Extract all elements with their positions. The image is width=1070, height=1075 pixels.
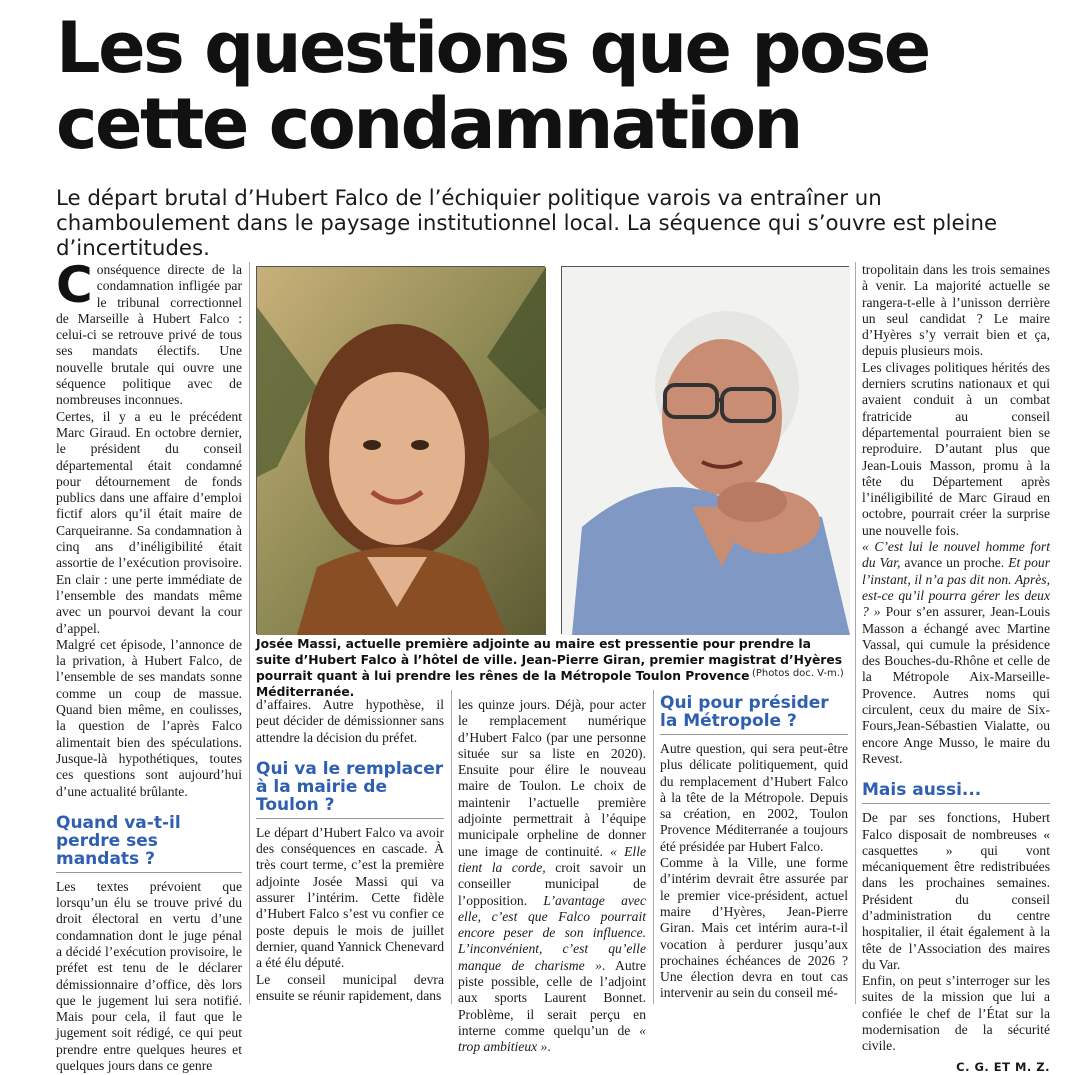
portrait-man-image xyxy=(562,267,850,635)
paragraph: Comme à la Ville, une forme d’intérim devrait être assurée par le premier vice-président, actuel maire d’Hyères, Jean-Pierre Giran. Mais cet intérim aura-t-il vocation à perdurer jusqu’aux prochaines échéances de 2026 ? Une élection devra en tout cas intervenir au sein du conseil mé- xyxy=(660,855,848,1001)
column-3 xyxy=(458,697,646,1056)
column-divider xyxy=(249,262,250,1004)
quote: Et pour l’instant, il n’a pas dit non. Après, est-ce qu’il pourra gérer les deux ? » xyxy=(862,555,1050,620)
headline-line-1: Les questions que pose xyxy=(56,7,929,89)
headline xyxy=(56,7,1056,165)
paragraph xyxy=(458,697,646,1056)
quote: L’avantage avec elle, c’est que Falco pourrait encore peser de son influence. L’inconvénient, c’est qu’elle manque de charisme » xyxy=(458,892,646,973)
paragraph xyxy=(862,539,1050,767)
text-run: Pour s’en assurer, Jean-Louis Masson a échangé avec Martine Vassal, qui cumule la présidence des Bouches-du-Rhône et celle de la Métropole Aix-Marseille-Provence. Autres noms qui circulent, ceux du maire de Six-Fours,Jean-Sébastien Vialatte, ou encore Ange Musso, le maire du Revest. xyxy=(862,604,1050,766)
text-run: les quinze jours. Déjà, pour acter le remplacement numérique d’Hubert Falco (par une personne située sur sa liste en 2020). Ensuite pour élire le nouveau maire de Toulon. Le choix de maintenir l’actuelle première adjointe permettrait à l’équipe municipale orpheline de donner une image de continuité. xyxy=(458,697,646,859)
column-divider xyxy=(855,262,856,1004)
paragraph: tropolitain dans les trois semaines à venir. La majorité actuelle se rangera-t-elle à l’unisson derrière un seul candidat ? Le maire d’Hyères s’y verrait bien et ça, depuis plusieurs mois. xyxy=(862,262,1050,359)
text-run: croit savoir un conseiller municipal de l’opposition. xyxy=(458,859,646,908)
portrait-woman-image xyxy=(257,267,546,635)
text-run: . xyxy=(547,1039,551,1055)
paragraph: Les clivages politiques hérités des derniers scrutins nationaux et qui avaient conduit à un combat fratricide au conseil départemental pourraient bien se reproduire. D’autant plus que Jean-Louis Masson, promu à la tête du Département après l’inéligibilité de Marc Giraud en octobre, pourrait créer la surprise une nouvelle fois. xyxy=(862,359,1050,538)
standfirst: Le départ brutal d’Hubert Falco de l’échiquier politique varois va entraîner un chamboulement dans le paysage institutionnel local. La séquence qui s’ouvre est pleine d’incertitudes. xyxy=(56,186,998,261)
photo-josee-massi xyxy=(256,266,545,634)
paragraph: Enfin, on peut s’interroger sur les suites de la mission que lui a confiée le chef de l’État sur la modernisation de la sécurité civile. xyxy=(862,973,1050,1054)
photo-credit: (Photos doc. V-m.) xyxy=(752,668,844,679)
paragraph: Certes, il y a eu le précédent Marc Giraud. En octobre dernier, le président du conseil départemental était condamné pour détournement de fonds publics dans une affaire d’emploi fictif alors qu’il était maire de Carqueiranne. Sa condamnation à cinq ans d’inéligibilité était assortie de l’exécution provisoire. En clair : une perte immédiate de l’ensemble des mandats même avec un pourvoi devant la cour d’appel. xyxy=(56,408,242,636)
subhead-metropole: Qui pour présider la Métropole ? xyxy=(660,694,848,735)
column-5 xyxy=(862,262,1050,1075)
lead-paragraph-text: onséquence directe de la condamnation infligée par le tribunal correctionnel de Marseille à Hubert Falco : celui-ci se retrouve privé de tous ses mandats électifs. Une nouvelle brutale qui ouvre une séquence politique avec de nombreuses inconnues. xyxy=(56,262,242,408)
paragraph: d’affaires. Autre hypothèse, il peut décider de démissionner sans attendre la décision du préfet. xyxy=(256,697,444,745)
paragraph: Le conseil municipal devra ensuite se réunir rapidement, dans xyxy=(256,971,444,1003)
paragraph: De par ses fonctions, Hubert Falco disposait de nombreuses « casquettes » qui vont mécaniquement être redistribuées dans les prochaines semaines. Président du conseil d’administration du centre hospitalier, il était également à la tête de l’Association des maires du Var. xyxy=(862,810,1050,972)
photo-caption: Josée Massi, actuelle première adjointe au maire est pressentie pour prendre la suite d’Hubert Falco à l’hôtel de ville. Jean-Pierre Giran, premier magistrat d’Hyères pourrait quant à lui prendre les rênes de la Métropole Toulon Provence Méditerranée. xyxy=(256,637,843,699)
subhead-mandats: Quand va-t-il perdre ses mandats ? xyxy=(56,814,242,873)
author-signature: C. G. ET M. Z. xyxy=(956,1059,1050,1074)
column-divider xyxy=(451,690,452,1004)
paragraph: Autre question, qui sera peut-être plus délicate politiquement, quid du remplacement d’Hubert Falco à la tête de la Métropole. Depuis sa création, en 2002, Toulon Provence Méditerranée a toujours été présidée par Hubert Falco. xyxy=(660,741,848,854)
text-run: avance un proche. xyxy=(904,555,1009,571)
column-4 xyxy=(660,684,848,1002)
column-2 xyxy=(256,697,444,1004)
column-1 xyxy=(56,256,242,1074)
headline-line-2: cette condamnation xyxy=(56,83,801,165)
photo-jean-pierre-giran xyxy=(561,266,849,634)
quote: « Elle tient la corde, xyxy=(458,843,647,875)
text-run: . Autre piste possible, celle de l’adjoint aux sports Laurent Bonnet. Problème, il serait perçu en interne comme quelqu’un de xyxy=(458,957,646,1038)
subhead-toulon: Qui va le remplacer à la mairie de Toulon ? xyxy=(256,760,444,819)
paragraph: Malgré cet épisode, l’annonce de la privation, à Hubert Falco, de l’ensemble de ses mandats sonne comme un coup de massue. Quand bien même, en coulisses, la question de l’après Falco alimentait bien des spéculations. Jusque-là hypothétiques, toutes ces questions sont aujourd’hui d’une actualité brûlante. xyxy=(56,636,242,799)
paragraph: Les textes prévoient que lorsqu’un élu se trouve privé du droit électoral en vertu d’une condamnation dont le juge pénal a décidé l’exécution provisoire, le préfet est tenu de le déclarer démissionnaire d’office, dès lors que le jugement lui sera notifié. Mais pour cela, il faut que le jugement soit rédigé, ce qui peut prendre entre quelques heures et quelques jours dans ce genre xyxy=(56,878,242,1074)
paragraph: Le départ d’Hubert Falco va avoir des conséquences en cascade. À très court terme, c’est la première adjointe Josée Massi qui va assurer l’intérim. Cette fidèle d’Hubert Falco s’est vu confier ce poste depuis le mois de juillet dernier, quand Yannick Chenevard a été élu député. xyxy=(256,824,444,971)
drop-cap: C xyxy=(56,256,93,314)
subhead-mais-aussi: Mais aussi... xyxy=(862,781,1050,804)
quote: « C’est lui le nouvel homme fort du Var, xyxy=(862,539,1050,571)
lead-paragraph xyxy=(56,256,242,409)
quote: « trop ambitieux » xyxy=(458,1022,646,1055)
column-divider xyxy=(653,690,654,1004)
